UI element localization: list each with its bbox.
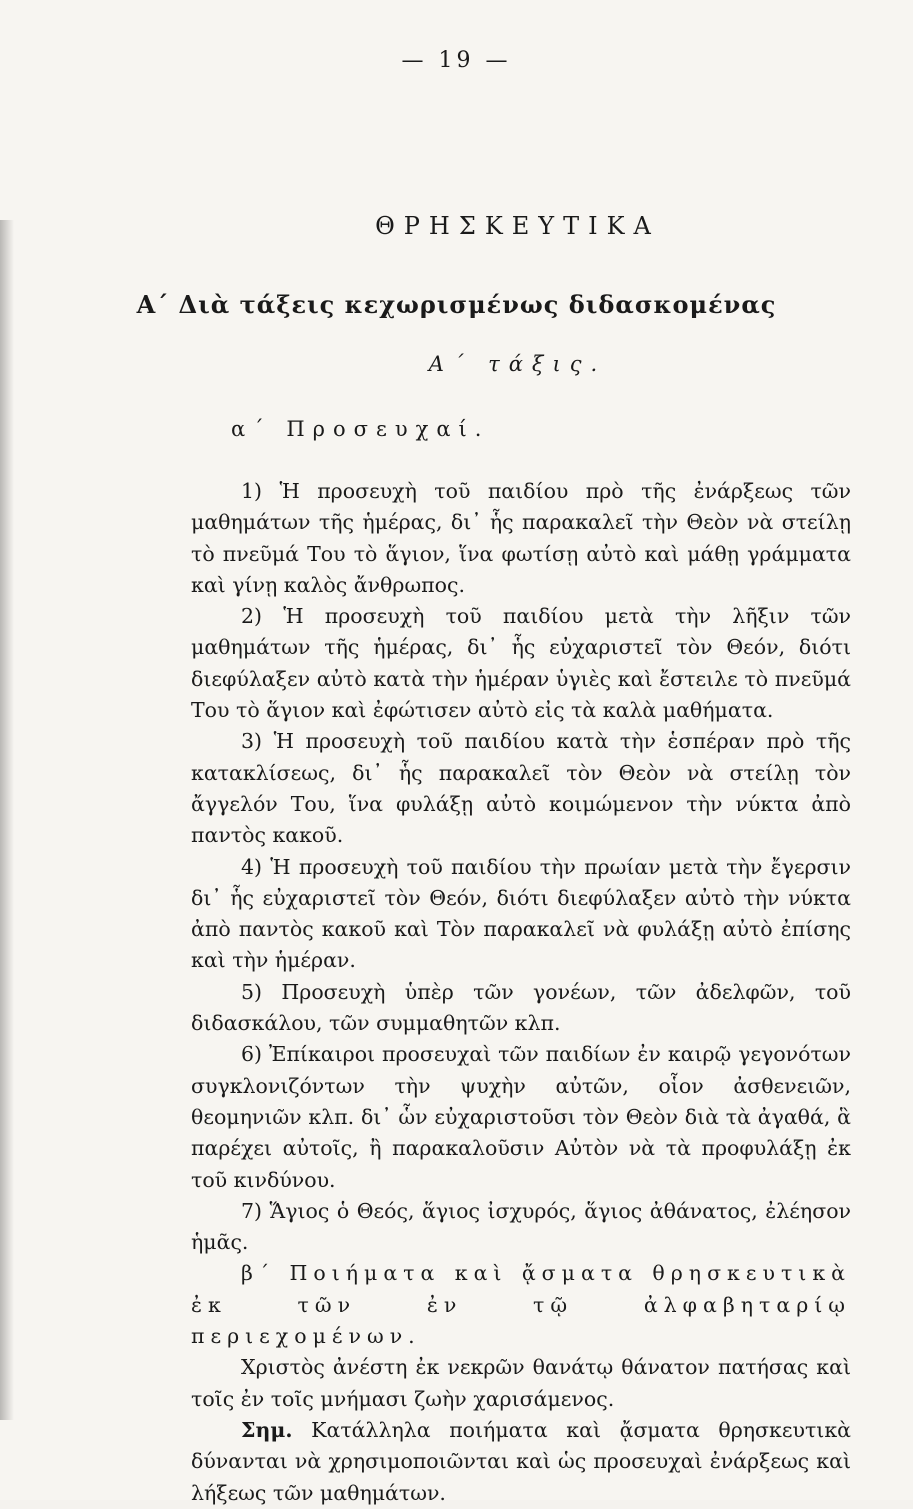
page-number: — 19 — [401, 48, 512, 73]
prayer-paragraph-4: 4) Ἡ προσευχὴ τοῦ παιδίου τὴν πρωίαν μετὰ τὴν ἔγερσιν δι᾽ ἧς εὐχαριστεῖ τὸν Θεόν, διότι διεφύλαξεν αὐτὸ τὴν νύκτα ἀπὸ παντὸς κακοῦ καὶ Τὸν παρακαλεῖ νὰ φυλάξῃ αὐτὸ ἐπίσης καὶ τὴν ἡμέραν. [191, 854, 851, 973]
poems-heading: β΄ Ποιήματα καὶ ᾄσματα θρησκευτικὰ ἐκ τῶν ἐν τῷ ἀλφαβηταρίῳ περιεχομένων. [191, 1261, 851, 1349]
prayer-paragraph-3: 3) Ἡ προσευχὴ τοῦ παιδίου κατὰ τὴν ἑσπέραν πρὸ τῆς κατακλίσεως, δι᾽ ἧς παρακαλεῖ τὸν Θεὸν νὰ στείλῃ τὸν ἄγγελόν Του, ἵνα φυλάξῃ αὐτὸ κοιμώμενον τὴν νύκτα ἀπὸ παντὸς κακοῦ. [191, 729, 851, 848]
prayer-paragraph-5: 5) Προσευχὴ ὑπὲρ τῶν γονέων, τῶν ἀδελφῶν, τοῦ διδασκάλου, τῶν συμμαθητῶν κλπ. [191, 979, 851, 1036]
body-text [191, 476, 851, 1509]
prayer-paragraph-6: 6) Ἐπίκαιροι προσευχαὶ τῶν παιδίων ἐν καιρῷ γεγονότων συγκλονιζόντων τὴν ψυχὴν αὐτῶν, οἷον ἀσθενειῶν, θεομηνιῶν κλπ. δι᾽ ὧν εὐχαριστοῦσι τὸν Θεὸν διὰ τὰ ἀγαθά, ἃ παρέχει αὐτοῖς, ἢ παρακαλοῦσιν Αὐτὸν νὰ τὰ προφυλάξῃ ἐκ τοῦ κινδύνου. [191, 1042, 851, 1192]
note-paragraph [191, 1415, 851, 1509]
page-edge-shadow [0, 220, 14, 1420]
class-heading: Α΄ τάξις. [428, 352, 607, 376]
prayer-paragraph-2: 2) Ἡ προσευχὴ τοῦ παιδίου μετὰ τὴν λῆξιν τῶν μαθημάτων τῆς ἡμέρας, δι᾽ ἧς εὐχαριστεῖ τὸν Θεόν, διότι διεφύλαξεν αὐτὸ κατὰ τὴν ἡμέραν ὑγιὲς καὶ ἔστειλε τὸ πνεῦμά Του τὸ ἅγιον καὶ ἐφώτισεν αὐτὸ εἰς τὰ καλὰ μαθήματα. [191, 604, 851, 723]
prayer-paragraph-1: 1) Ἡ προσευχὴ τοῦ παιδίου πρὸ τῆς ἐνάρξεως τῶν μαθημάτων τῆς ἡμέρας, δι᾽ ἧς παρακαλεῖ τὴν Θεὸν νὰ στείλῃ τὸ πνεῦμά Του τὸ ἅγιον, ἵνα φωτίσῃ αὐτὸ καὶ μάθῃ γράμματα καὶ γίνῃ καλὸς ἄνθρωπος. [191, 479, 851, 597]
prayer-paragraph-7: 7) Ἅγιος ὁ Θεός, ἅγιος ἰσχυρός, ἅγιος ἀθάνατος, ἐλέησον ἡμᾶς. [191, 1198, 851, 1255]
chapter-subtitle: Α΄ Διὰ τάξεις κεχωρισμένως διδασκομένας [136, 290, 777, 319]
note-text: Κατάλληλα ποιήματα καὶ ᾄσματα θρησκευτικὰ δύνανται νὰ χρησιμοποιῶνται καὶ ὡς προσευχαὶ ἐνάρξεως καὶ λήξεως τῶν μαθημάτων. [191, 1417, 851, 1505]
chapter-title: ΘΡΗΣΚΕΥΤΙΚΑ [375, 212, 660, 240]
note-label: Σημ. [241, 1417, 293, 1442]
hymn-text: Χριστὸς ἀνέστη ἐκ νεκρῶν θανάτῳ θάνατον πατήσας καὶ τοῖς ἐν τοῖς μνήμασι ζωὴν χαρισάμενος. [191, 1355, 851, 1411]
section-heading: α΄ Προσευχαί. [231, 417, 490, 441]
